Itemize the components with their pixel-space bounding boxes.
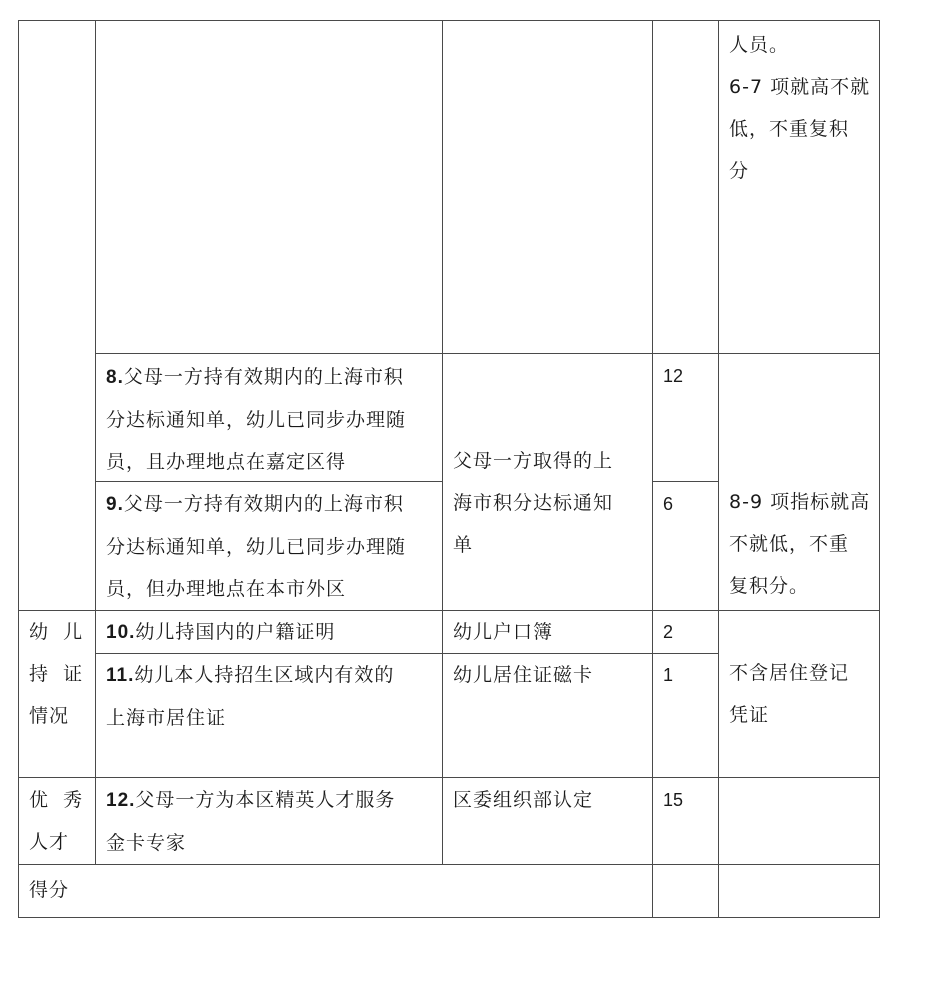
note-line: 不就低，不重 [729, 533, 850, 555]
item-line: 8.父母一方持有效期内的上海市积 [106, 366, 404, 388]
row-divider [18, 777, 880, 778]
category-line: 人才 [29, 831, 70, 853]
note-cell-8-9 [729, 481, 875, 607]
material-line: 海市积分达标通知 [453, 492, 614, 514]
item-line: 9.父母一方持有效期内的上海市积 [106, 493, 404, 515]
note-line: 人员。 [729, 34, 790, 56]
score-cell-10: 2 [663, 622, 674, 642]
score-cell-12: 15 [663, 790, 684, 810]
material-cell-8-9 [453, 440, 643, 566]
item-line: 12.父母一方为本区精英人才服务 [106, 789, 396, 811]
note-line: 不含居住登记 [729, 662, 850, 684]
score-cell-9: 6 [663, 494, 674, 514]
category-line: 情况 [29, 705, 70, 727]
category-line: 优 秀 [29, 789, 84, 811]
column-divider [95, 20, 96, 865]
category-talent [29, 779, 89, 863]
item-line: 金卡专家 [106, 832, 187, 854]
row-divider [18, 864, 880, 865]
material-line: 单 [453, 534, 474, 556]
note-cell-10-11 [729, 652, 875, 736]
category-line: 幼 儿 [29, 621, 84, 643]
item-line: 10.幼儿持国内的户籍证明 [106, 621, 336, 643]
note-line: 凭证 [729, 704, 770, 726]
note-line: 6-7 项就高不就 [729, 76, 871, 98]
item-line: 分达标通知单，幼儿已同步办理随 [106, 409, 407, 431]
column-divider [652, 20, 653, 918]
item-cell-10 [106, 611, 440, 654]
score-cell-11: 1 [663, 665, 674, 685]
item-cell-12 [106, 779, 440, 864]
item-cell-8 [106, 356, 440, 483]
table-border-top [18, 20, 880, 21]
column-divider [442, 20, 443, 865]
category-line: 持 证 [29, 663, 84, 685]
material-line: 父母一方取得的上 [453, 450, 614, 472]
item-line: 员，且办理地点在嘉定区得 [106, 451, 347, 473]
item-cell-9 [106, 483, 440, 610]
material-cell-11: 幼儿居住证磁卡 [453, 664, 594, 686]
note-line: 低，不重复积 [729, 118, 850, 140]
row-divider [652, 481, 719, 482]
category-children-cert [29, 611, 89, 737]
item-cell-11 [106, 654, 440, 739]
column-divider [718, 20, 719, 918]
note-line: 分 [729, 160, 750, 182]
note-line: 复积分。 [729, 575, 810, 597]
row-divider [95, 353, 880, 354]
table-border-right [879, 20, 880, 918]
note-cell-6-7 [729, 24, 873, 192]
table-border-bottom [18, 917, 880, 918]
table-border-left [18, 20, 19, 918]
material-cell-10: 幼儿户口簿 [453, 621, 554, 643]
material-cell-12: 区委组织部认定 [453, 789, 594, 811]
item-line: 11.幼儿本人持招生区域内有效的 [106, 664, 395, 686]
item-line: 分达标通知单，幼儿已同步办理随 [106, 536, 407, 558]
item-line: 员，但办理地点在本市外区 [106, 578, 347, 600]
note-line: 8-9 项指标就高 [729, 491, 871, 513]
score-cell-8: 12 [663, 366, 684, 386]
total-score-label: 得分 [29, 879, 70, 901]
item-line: 上海市居住证 [106, 707, 227, 729]
